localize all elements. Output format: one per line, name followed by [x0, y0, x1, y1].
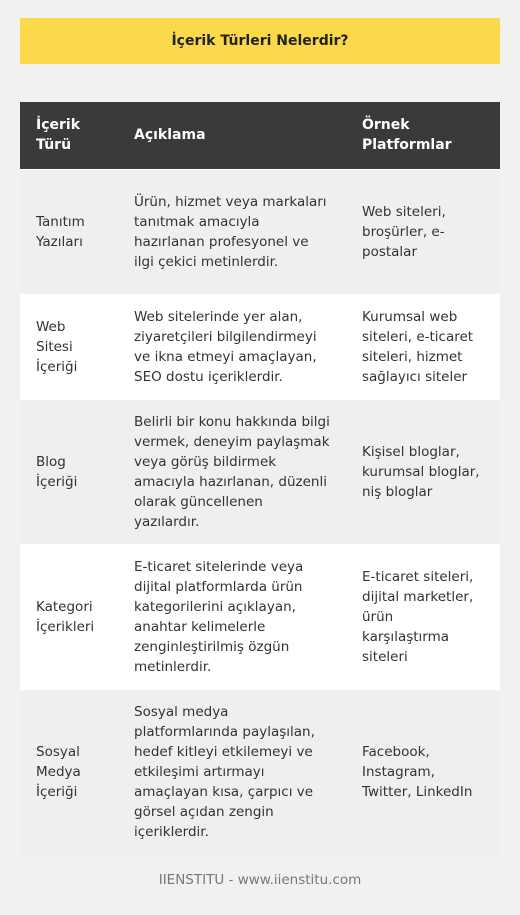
table-header-row: [20, 102, 500, 169]
header-content-type: İçerik Türü: [36, 117, 81, 154]
cell-content-type: Sosyal Medya İçeriği: [36, 744, 81, 801]
cell-description: Ürün, hizmet veya markaları tanıtmak amacıyla hazırlanan profesyonel ve ilgi çekici metinlerdir.: [134, 193, 327, 270]
footer-credit: IIENSTITU - www.iienstitu.com: [158, 872, 362, 888]
cell-example-platforms: E-ticaret siteleri, dijital marketler, ürün karşılaştırma siteleri: [362, 568, 474, 665]
cell-example-platforms: Kişisel bloglar, kurumsal bloglar, niş bloglar: [362, 443, 480, 500]
content-types-table: [20, 102, 500, 855]
header-example-platforms: Örnek Platformlar: [362, 117, 452, 154]
cell-description: E-ticaret sitelerinde veya dijital platformlarda ürün kategorilerini açıklayan, anahtar kelimelerle zenginleştirilmiş özgün metinlerdir.: [134, 558, 304, 675]
cell-content-type: Web Sitesi İçeriği: [36, 318, 78, 375]
cell-example-platforms: Web siteleri, broşürler, e-postalar: [362, 203, 446, 260]
table-row: [20, 544, 500, 689]
cell-example-platforms: Kurumsal web siteleri, e-ticaret siteleri, hizmet sağlayıcı siteler: [362, 308, 474, 385]
cell-description: Sosyal medya platformlarında paylaşılan, hedef kitleyi etkilemeyi ve etkileşimi artırmayı amaçlayan kısa, çarpıcı ve görsel açıdan zengin içeriklerdir.: [134, 704, 315, 841]
header-description: Açıklama: [134, 127, 206, 144]
cell-content-type: Tanıtım Yazıları: [36, 213, 85, 250]
table-row: [20, 399, 500, 544]
cell-description: Belirli bir konu hakkında bilgi vermek, deneyim paylaşmak veya görüş bildirmek amacıyla hazırlanan, düzenli olarak güncellenen yazılardır.: [134, 413, 330, 530]
table-row: [20, 169, 500, 294]
cell-content-type: Blog İçeriği: [36, 453, 78, 490]
table-row: [20, 689, 500, 855]
cell-content-type: Kategori İçerikleri: [36, 598, 95, 635]
cell-description: Web sitelerinde yer alan, ziyaretçileri bilgilendirmeyi ve ikna etmeyi amaçlayan, SEO dostu içeriklerdir.: [134, 308, 317, 385]
cell-example-platforms: Facebook, Instagram, Twitter, LinkedIn: [362, 744, 473, 801]
table-row: [20, 294, 500, 399]
page-title: İçerik Türleri Nelerdir?: [20, 18, 500, 64]
